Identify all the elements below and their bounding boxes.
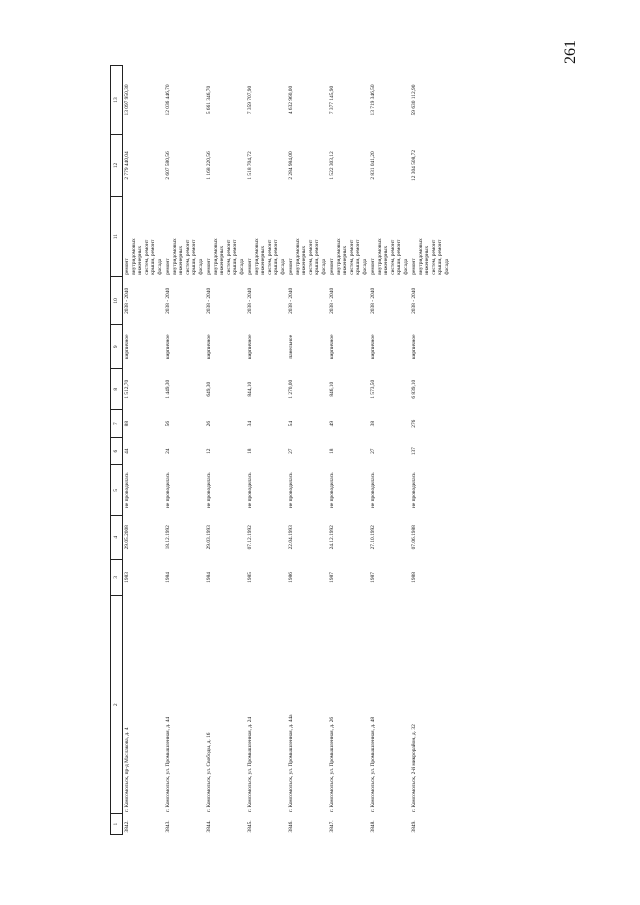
col6-cell: 18 [329, 448, 335, 454]
col6-cell: 44 [124, 448, 130, 454]
col12-cell: 2 607 580,56 [165, 151, 171, 180]
date-cell: 07.06.1988 [411, 525, 417, 550]
col7-cell: 49 [329, 420, 335, 427]
wall-type-cell: кирпичное [370, 334, 376, 360]
area-cell: 1 270,00 [288, 379, 294, 399]
column-header-4: 4 [111, 515, 123, 559]
column-header-10: 10 [111, 277, 123, 325]
period-cell: 2038 - 2040 [206, 287, 212, 314]
wall-type-cell: панельное [288, 334, 294, 359]
period-cell: 2038 - 2040 [329, 287, 335, 314]
row-number: 3844. [206, 820, 212, 833]
col6-cell: 27 [370, 448, 376, 454]
date-cell: 27.10.1992 [370, 525, 376, 550]
survey-cell: не проводилась [124, 472, 130, 508]
rotated-table-container [110, 65, 540, 835]
date-cell: 24.12.1992 [329, 525, 335, 550]
col12-cell: 1 168 220,56 [206, 151, 212, 180]
survey-cell: не проводилась [288, 472, 294, 508]
col12-cell: 2 779 440,04 [124, 151, 130, 180]
col13-cell: 13 097 950,30 [124, 84, 130, 116]
row-number: 3847. [329, 820, 335, 833]
year-cell: 1987 [329, 572, 335, 583]
works-cell: ремонт внутридомовых инженерных систем, ремонт крыши, ремонт фасада [206, 238, 245, 275]
works-cell: ремонт внутридомовых инженерных систем, ремонт крыши, ремонт фасада [370, 238, 409, 275]
row-number: 3842. [124, 820, 130, 833]
column-header-13: 13 [111, 66, 123, 135]
col12-cell: 12 304 508,72 [411, 149, 417, 181]
col12-cell: 1 522 303,12 [329, 151, 335, 180]
period-cell: 2038 - 2040 [411, 287, 417, 314]
table-row [123, 66, 165, 835]
row-number: 3845. [247, 820, 253, 833]
col6-cell: 27 [288, 448, 294, 454]
address-cell: г. Комсомольск, ул. Промышленная, д. 44а [288, 714, 294, 812]
row-number: 3848. [370, 820, 376, 833]
col7-cell: 56 [165, 420, 171, 427]
address-cell: г. Комсомольск, ул. Промышленная, д. 26 [329, 716, 335, 812]
wall-type-cell: кирпичное [206, 334, 212, 360]
col6-cell: 137 [411, 447, 417, 456]
col13-cell: 12 036 446,70 [165, 84, 171, 116]
area-cell: 1 512,70 [124, 379, 130, 399]
works-cell: ремонт внутридомовых инженерных систем, ремонт крыши, ремонт фасада [247, 238, 286, 275]
row-number: 3843. [165, 820, 171, 833]
survey-cell: не проводилась [329, 472, 335, 508]
column-header-8: 8 [111, 369, 123, 410]
period-cell: 2038 - 2040 [247, 287, 253, 314]
area-cell: 846,10 [329, 381, 335, 397]
year-cell: 1987 [370, 572, 376, 583]
wall-type-cell: кирпичное [124, 334, 130, 360]
date-cell: 22.04.1993 [288, 525, 294, 550]
year-cell: 1984 [206, 572, 212, 583]
table-row [369, 66, 410, 835]
col13-cell: 59 630 112,90 [411, 84, 417, 116]
col12-cell: 2 284 984,00 [288, 151, 294, 180]
period-cell: 2038 - 2040 [165, 287, 171, 314]
column-header-9: 9 [111, 325, 123, 369]
col7-cell: 88 [124, 420, 130, 427]
date-cell: 29.03.1993 [206, 525, 212, 550]
year-cell: 1983 [124, 572, 130, 583]
year-cell: 1985 [247, 572, 253, 583]
col7-cell: 276 [411, 419, 417, 428]
page-number: 261 [562, 40, 579, 64]
table-row [246, 66, 287, 835]
col7-cell: 38 [370, 420, 376, 427]
date-cell: 18.12.1992 [165, 525, 171, 550]
works-cell: ремонт внутридомовых инженерных систем, ремонт крыши, ремонт фасада [411, 238, 450, 275]
column-number-row [111, 66, 123, 835]
area-cell: 649,30 [206, 381, 212, 397]
table-row [205, 66, 246, 835]
housing-repair-table [110, 65, 451, 835]
area-cell: 6 839,10 [411, 379, 417, 399]
column-header-12: 12 [111, 134, 123, 196]
table-row [164, 66, 205, 835]
year-cell: 1988 [411, 572, 417, 583]
col7-cell: 26 [206, 420, 212, 427]
survey-cell: не проводилась [206, 472, 212, 508]
wall-type-cell: кирпичное [165, 334, 171, 360]
table-row [410, 66, 451, 835]
col13-cell: 4 632 960,00 [288, 85, 294, 115]
table-row [328, 66, 369, 835]
works-cell: ремонт внутридомовых инженерных систем, ремонт крыши, ремонт фасада [329, 238, 368, 275]
col7-cell: 34 [247, 420, 253, 427]
area-cell: 1 449,30 [165, 379, 171, 399]
survey-cell: не проводилась [370, 472, 376, 508]
year-cell: 1986 [288, 572, 294, 583]
col13-cell: 7 377 145,90 [329, 85, 335, 115]
column-header-1: 1 [111, 814, 123, 835]
wall-type-cell: кирпичное [247, 334, 253, 360]
survey-cell: не проводилась [411, 472, 417, 508]
survey-cell: не проводилась [247, 472, 253, 508]
survey-cell: не проводилась [165, 472, 171, 508]
date-cell: 07.12.1992 [247, 525, 253, 550]
address-cell: г. Комсомольск, ул. Промышленная, д. 48 [370, 716, 376, 812]
row-number: 3846. [288, 820, 294, 833]
works-cell: ремонт внутридомовых инженерных систем, ремонт крыши, ремонт фасада [124, 238, 163, 275]
col13-cell: 13 719 346,50 [370, 84, 376, 116]
address-cell: г. Комсомольск, ул. Промышленная, д. 24 [247, 716, 253, 812]
address-cell: г. Комсомольск, ул. Промышленная, д. 44 [165, 716, 171, 812]
wall-type-cell: кирпичное [411, 334, 417, 360]
col6-cell: 12 [206, 448, 212, 454]
col13-cell: 5 661 346,70 [206, 85, 212, 115]
row-number: 3849. [411, 820, 417, 833]
period-cell: 2038 - 2040 [124, 287, 130, 314]
period-cell: 2038 - 2040 [288, 287, 294, 314]
year-cell: 1984 [165, 572, 171, 583]
column-header-5: 5 [111, 465, 123, 516]
column-header-2: 2 [111, 596, 123, 814]
period-cell: 2038 - 2040 [370, 287, 376, 314]
column-header-11: 11 [111, 196, 123, 276]
col7-cell: 54 [288, 420, 294, 427]
col12-cell: 1 518 704,72 [247, 151, 253, 180]
col12-cell: 2 831 041,20 [370, 151, 376, 180]
address-cell: г. Комсомольск, 2-й микрорайон, д. 32 [411, 724, 417, 812]
table-row [287, 66, 328, 835]
address-cell: г. Комсомольск, ул. Свободы, д. 16 [206, 732, 212, 812]
date-cell: 29.05.2008 [124, 525, 130, 550]
column-header-6: 6 [111, 437, 123, 465]
column-header-7: 7 [111, 410, 123, 438]
address-cell: г. Комсомольск, пр-д Маслакова, д. 4 [124, 727, 130, 812]
wall-type-cell: кирпичное [329, 334, 335, 360]
col13-cell: 7 359 707,90 [247, 85, 253, 115]
works-cell: ремонт внутридомовых инженерных систем, ремонт крыши, ремонт фасада [165, 238, 204, 275]
area-cell: 1 573,50 [370, 379, 376, 399]
col6-cell: 24 [165, 448, 171, 454]
works-cell: ремонт внутридомовых инженерных систем, ремонт крыши, ремонт фасада [288, 238, 327, 275]
column-header-3: 3 [111, 559, 123, 596]
table-body [123, 66, 452, 835]
area-cell: 844,10 [247, 381, 253, 397]
col6-cell: 18 [247, 448, 253, 454]
